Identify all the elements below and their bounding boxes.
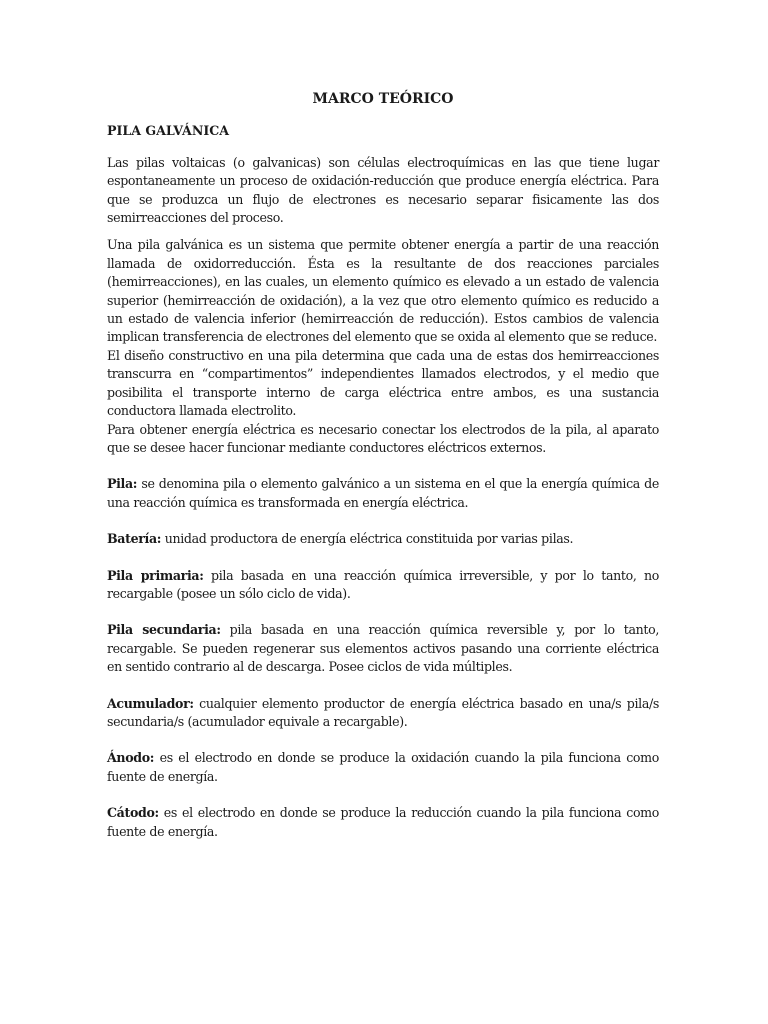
definition-pila-secundaria	[107, 621, 659, 676]
definition-bateria	[107, 530, 659, 548]
body-paragraph: El diseño constructivo en una pila determina que cada una de estas dos hemirreacciones transcurra en “compartimentos” independientes llamados electrodos, y el medio que posibilita el transporte interno de carga eléctrica entre ambos, es una sustancia conductora llamada electrolito.	[107, 347, 659, 419]
definition-text: pila basada en una reacción química irreversible, y por lo tanto, no recargable (posee un sólo ciclo de vida).	[107, 567, 659, 601]
definition-text: es el electrodo en donde se produce la oxidación cuando la pila funciona como fuente de energía.	[107, 750, 659, 784]
definition-text: pila basada en una reacción química reversible y, por lo tanto, recargable. Se pueden regenerar sus elementos activos pasando una corriente eléctrica en sentido contrario al de descarga. Posee ciclos de vida múltiples.	[107, 622, 659, 675]
definition-text: unidad productora de energía eléctrica constituida por varias pilas.	[161, 531, 574, 547]
document-page	[107, 90, 659, 841]
section-heading: PILA GALVÁNICA	[107, 123, 230, 139]
definition-term: Cátodo:	[107, 805, 159, 821]
definition-term: Acumulador:	[107, 695, 194, 711]
definition-text: es el electrodo en donde se produce la reducción cuando la pila funciona como fuente de energía.	[107, 805, 659, 839]
definition-catodo	[107, 804, 659, 841]
definition-term: Ánodo:	[107, 750, 155, 766]
intro-paragraph: Las pilas voltaicas (o galvanicas) son células electroquímicas en las que tiene lugar espontaneamente un proceso de oxidación-reducción que produce energía eléctrica. Para que se produzca un flujo de electrones es necesario separar fisicamente las dos semirreacciones del proceso.	[107, 154, 659, 226]
page-title: MARCO TEÓRICO	[312, 91, 454, 107]
definition-term: Batería:	[107, 531, 162, 547]
definition-text: cualquier elemento productor de energía eléctrica basado en una/s pila/s secundaria/s (acumulador equivale a recargable).	[107, 695, 659, 729]
body-paragraph: Para obtener energía eléctrica es necesario conectar los electrodos de la pila, al aparato que se desee hacer funcionar mediante conductores eléctricos externos.	[107, 421, 659, 455]
definition-term: Pila secundaria:	[107, 622, 221, 638]
definition-term: Pila:	[107, 476, 138, 492]
body-paragraph: Una pila galvánica es un sistema que permite obtener energía a partir de una reacción llamada de oxidorreducción. Ésta es la resultante de dos reacciones parciales (hemirreacciones), en las cuales, un elemento químico es elevado a un estado de valencia superior (hemirreacción de oxidación), a la vez que otro elemento químico es reducido a un estado de valencia inferior (hemirreacción de reducción). Estos cambios de valencia implican transferencia de electrones del elemento que se oxida al elemento que se reduce.	[107, 237, 659, 345]
definition-acumulador	[107, 695, 659, 732]
definition-text: se denomina pila o elemento galvánico a un sistema en el que la energía química de una reacción química es transformada en energía eléctrica.	[107, 476, 659, 510]
definition-pila	[107, 475, 659, 512]
definition-pila-primaria	[107, 567, 659, 604]
definition-anodo	[107, 749, 659, 786]
definition-term: Pila primaria:	[107, 567, 204, 583]
